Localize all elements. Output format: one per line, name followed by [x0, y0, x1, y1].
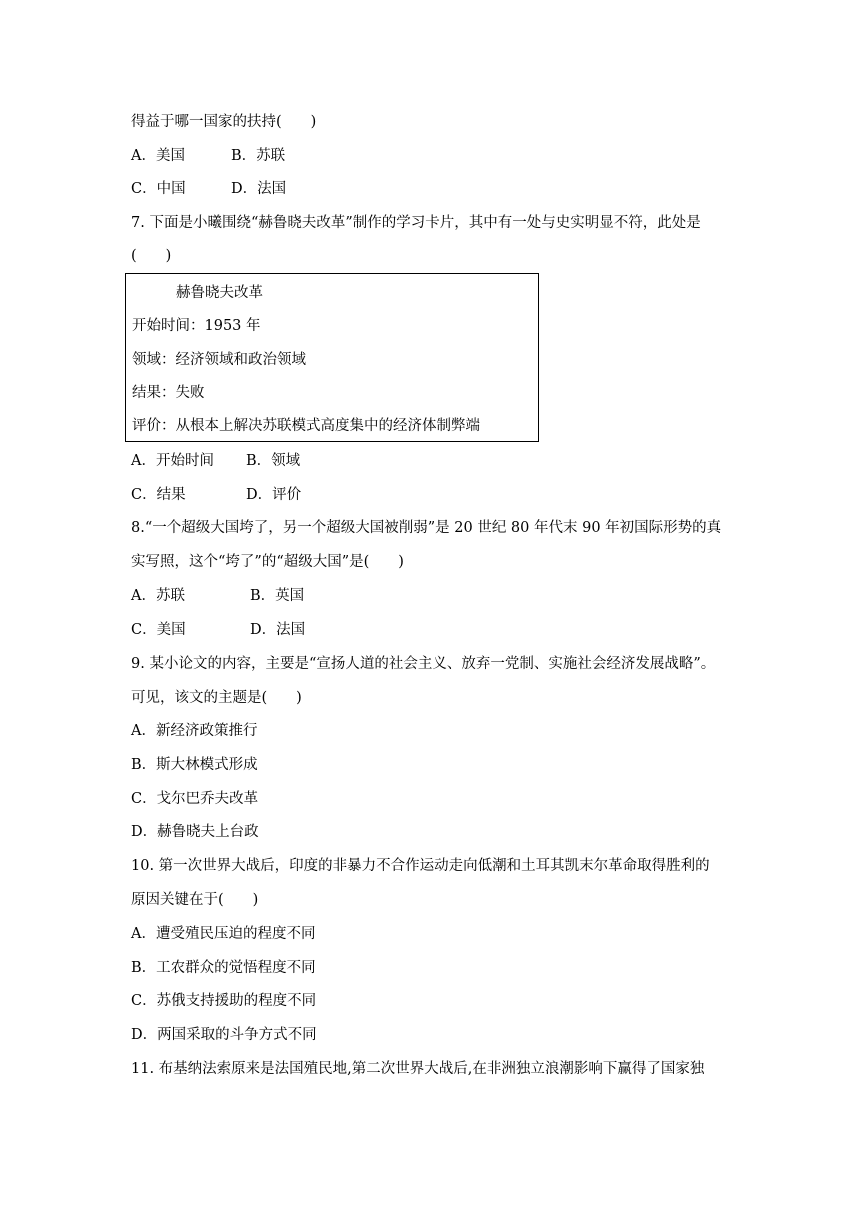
question-7-option-b: B．领域	[246, 453, 301, 469]
question-10-option-d: D．两国采取的斗争方式不同	[131, 1027, 317, 1043]
question-10-option-a: A．遭受殖民压迫的程度不同	[131, 926, 316, 942]
question-9-option-c: C．戈尔巴乔夫改革	[131, 791, 259, 807]
question-6-option-d: D．法国	[231, 181, 287, 197]
question-6-option-c: C．中国	[131, 181, 186, 197]
question-9-option-b: B．斯大林模式形成	[131, 757, 258, 773]
study-card	[125, 273, 539, 442]
question-8-stem-line-2: 实写照，这个“垮了”的“超级大国”是( )	[131, 554, 404, 570]
question-7-stem-line-2: ( )	[131, 248, 172, 264]
question-7-option-d: D．评价	[246, 487, 302, 503]
question-9-stem-line-1: 9. 某小论文的内容，主要是“宣扬人道的社会主义、放弃一党制、实施社会经济发展战略”。	[131, 656, 716, 672]
question-9-stem-line-2: 可见，该文的主题是( )	[131, 690, 302, 706]
question-6-stem: 得益于哪一国家的扶持( )	[131, 114, 317, 130]
question-8-option-c: C．美国	[131, 622, 186, 638]
question-7-option-a: A．开始时间	[131, 453, 214, 469]
question-11-stem-line-1: 11. 布基纳法索原来是法国殖民地,第二次世界大战后,在非洲独立浪潮影响下赢得了国家独	[131, 1061, 705, 1077]
question-9-option-a: A．新经济政策推行	[131, 723, 258, 739]
question-7-option-c: C．结果	[131, 487, 186, 503]
study-card-title: 赫鲁晓夫改革	[176, 285, 263, 301]
question-8-stem-line-1: 8.“一个超级大国垮了，另一个超级大国被削弱”是 20 世纪 80 年代末 90 年初国际形势的真	[131, 520, 722, 536]
question-10-stem-line-2: 原因关键在于( )	[131, 892, 259, 908]
question-10-option-b: B．工农群众的觉悟程度不同	[131, 960, 316, 976]
question-10-stem-line-1: 10. 第一次世界大战后，印度的非暴力不合作运动走向低潮和土耳其凯末尔革命取得胜利的	[131, 858, 710, 874]
question-6-option-a: A．美国	[131, 148, 185, 164]
question-6-option-b: B．苏联	[231, 148, 286, 164]
study-card-field: 领域：经济领域和政治领域	[132, 352, 306, 368]
study-card-result: 结果：失败	[132, 385, 205, 401]
question-8-option-b: B．英国	[250, 588, 305, 604]
question-8-option-a: A．苏联	[131, 588, 185, 604]
study-card-evaluation: 评价：从根本上解决苏联模式高度集中的经济体制弊端	[132, 418, 480, 434]
question-8-option-d: D．法国	[250, 622, 306, 638]
question-9-option-d: D．赫鲁晓夫上台政	[131, 824, 259, 840]
question-7-stem-line-1: 7. 下面是小曦围绕“赫鲁晓夫改革”制作的学习卡片，其中有一处与史实明显不符，此处是	[131, 215, 701, 231]
study-card-start-time: 开始时间：1953 年	[132, 318, 261, 334]
question-10-option-c: C．苏俄支持援助的程度不同	[131, 993, 317, 1009]
